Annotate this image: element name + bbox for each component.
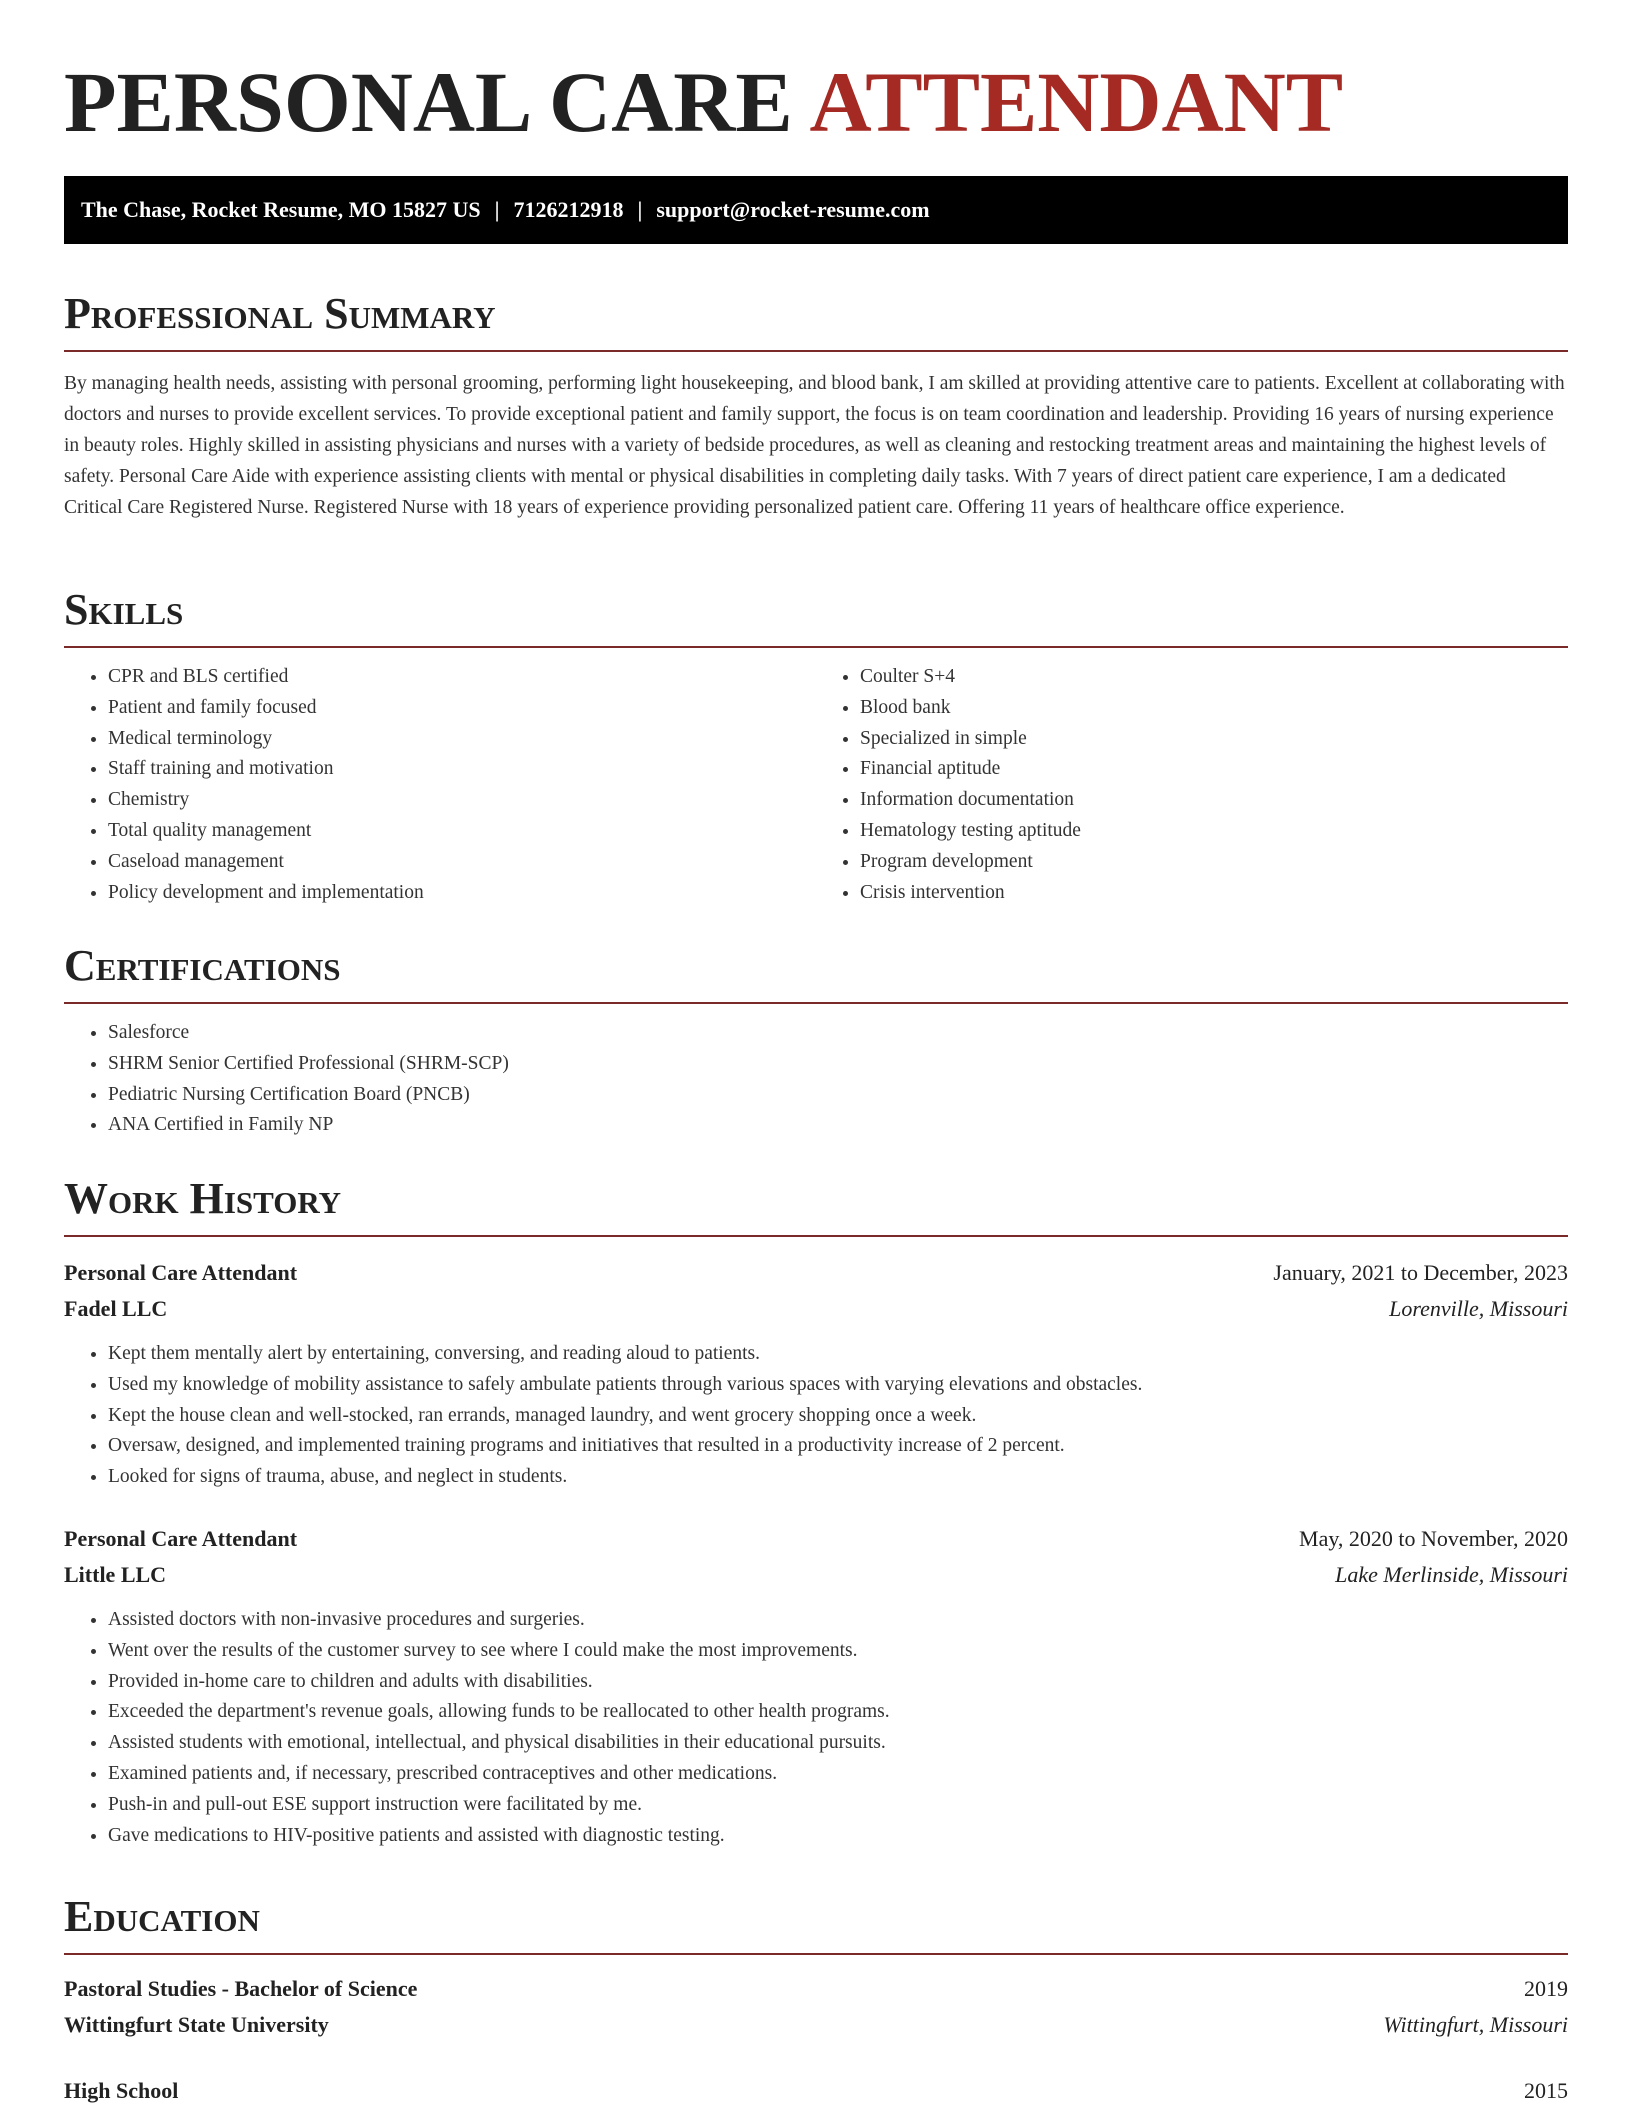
skill-item: • Policy development and implementation — [108, 878, 816, 909]
contact-phone: 7126212918 — [513, 197, 624, 222]
certifications-list — [64, 1018, 1568, 1141]
job-duty-item: • Examined patients and, if necessary, prescribed contraceptives and other medications. — [108, 1759, 1568, 1790]
skill-item: • CPR and BLS certified — [108, 662, 816, 693]
summary-text: By managing health needs, assisting with personal grooming, performing light housekeeping, and blood bank, I am skilled at providing attentive care to patients. Excellent at collaborating with doctors and nurses to provide excellent services. To provide exceptional patient and family support, the focus is on team coordination and leadership. Providing 16 years of nursing experience in beauty roles. Highly skilled in assisting physicians and nurses with a variety of bedside procedures, as well as cleaning and restocking treatment areas and maintaining the highest levels of safety. Personal Care Aide with experience assisting clients with mental or physical disabilities in completing daily tasks. With 7 years of direct patient care experience, I am a dedicated Critical Care Registered Nurse. Registered Nurse with 18 years of experience providing personalized patient care. Offering 11 years of healthcare office experience. — [64, 373, 1565, 518]
skill-item: • Specialized in simple — [860, 724, 1568, 755]
education-degree-row — [64, 1971, 1568, 2007]
work-history-heading: Work History — [64, 1173, 1568, 1237]
skill-item: • Coulter S+4 — [860, 662, 1568, 693]
skill-item: • Total quality management — [108, 816, 816, 847]
certification-item: • Salesforce — [108, 1018, 1568, 1049]
skills-list-right — [816, 662, 1568, 908]
skills-column-right — [816, 662, 1568, 908]
education-year: 2019 — [1524, 1976, 1568, 2001]
education-school: Wittingfurt State University — [64, 2012, 329, 2037]
job-dates: May, 2020 to November, 2020 — [1299, 1525, 1568, 1551]
job-dates: January, 2021 to December, 2023 — [1273, 1260, 1568, 1285]
resume-title — [64, 0, 1568, 152]
contact-address: The Chase, Rocket Resume, MO 15827 US — [81, 197, 481, 222]
job-duties-list — [64, 1605, 1568, 1851]
contact-separator: | — [637, 197, 643, 222]
job-duty-item: • Assisted students with emotional, intellectual, and physical disabilities in their educational pursuits. — [108, 1728, 1568, 1759]
skill-item: • Information documentation — [860, 785, 1568, 816]
education-degree: Pastoral Studies - Bachelor of Science — [64, 1976, 418, 2001]
summary-section — [64, 288, 1568, 523]
skill-item: • Blood bank — [860, 693, 1568, 724]
job-duty-item: • Assisted doctors with non-invasive procedures and surgeries. — [108, 1605, 1568, 1636]
contact-separator: | — [494, 197, 500, 222]
education-degree: High School — [64, 2078, 179, 2103]
job-location: Lake Merlinside, Missouri — [1335, 1561, 1568, 1587]
job-duty-item: • Went over the results of the customer survey to see where I could make the most improvements. — [108, 1636, 1568, 1667]
job-company-row — [64, 1557, 1568, 1593]
job-company: Little LLC — [64, 1561, 167, 1587]
skills-grid — [64, 662, 1568, 908]
skill-item: • Patient and family focused — [108, 693, 816, 724]
job-title-row — [64, 1255, 1568, 1291]
job-duty-item: • Oversaw, designed, and implemented training programs and initiatives that resulted in a productivity increase of 2 percent. — [108, 1431, 1568, 1462]
education-entry — [64, 2073, 1568, 2109]
job-entry — [64, 1255, 1568, 1493]
skills-section — [64, 584, 1568, 908]
certification-item: • Pediatric Nursing Certification Board (PNCB) — [108, 1080, 1568, 1111]
skill-item: • Caseload management — [108, 847, 816, 878]
job-company: Fadel LLC — [64, 1296, 168, 1321]
education-year: 2015 — [1524, 2078, 1568, 2103]
education-heading: Education — [64, 1891, 1568, 1955]
skill-item: • Staff training and motivation — [108, 754, 816, 785]
job-duty-item: • Push-in and pull-out ESE support instruction were facilitated by me. — [108, 1790, 1568, 1821]
job-entry — [64, 1521, 1568, 1851]
work-history-section — [64, 1173, 1568, 1851]
job-duty-item: • Kept them mentally alert by entertaining, conversing, and reading aloud to patients. — [108, 1339, 1568, 1370]
skills-column-left — [64, 662, 816, 908]
contact-email: support@rocket-resume.com — [656, 197, 930, 222]
job-title: Personal Care Attendant — [64, 1260, 298, 1285]
job-duty-item: • Used my knowledge of mobility assistance to safely ambulate patients through various spaces with varying elevations and obstacles. — [108, 1370, 1568, 1401]
certification-item: • SHRM Senior Certified Professional (SHRM-SCP) — [108, 1049, 1568, 1080]
job-duty-item: • Exceeded the department's revenue goals, allowing funds to be reallocated to other health programs. — [108, 1697, 1568, 1728]
education-school-row — [64, 2007, 1568, 2043]
education-entry — [64, 1971, 1568, 2043]
education-degree-row — [64, 2073, 1568, 2109]
skill-item: • Medical terminology — [108, 724, 816, 755]
skill-item: • Chemistry — [108, 785, 816, 816]
job-duty-item: • Looked for signs of trauma, abuse, and neglect in students. — [108, 1462, 1568, 1493]
job-duty-item: • Kept the house clean and well-stocked, ran errands, managed laundry, and went grocery shopping once a week. — [108, 1401, 1568, 1432]
job-duty-item: • Provided in-home care to children and adults with disabilities. — [108, 1667, 1568, 1698]
education-location: Wittingfurt, Missouri — [1383, 2012, 1568, 2037]
job-duty-item: • Gave medications to HIV-positive patients and assisted with diagnostic testing. — [108, 1821, 1568, 1852]
job-title-row — [64, 1521, 1568, 1557]
certifications-heading: Certifications — [64, 940, 1568, 1004]
title-part-1: PERSONAL CARE — [64, 54, 793, 150]
education-section — [64, 1891, 1568, 2109]
title-part-2-accent: ATTENDANT — [809, 54, 1344, 150]
job-location: Lorenville, Missouri — [1389, 1296, 1568, 1321]
skill-item: • Financial aptitude — [860, 754, 1568, 785]
skill-item: • Program development — [860, 847, 1568, 878]
certifications-section — [64, 940, 1568, 1141]
skills-list-left — [64, 662, 816, 908]
contact-bar — [64, 176, 1568, 244]
job-company-row — [64, 1291, 1568, 1327]
job-duties-list — [64, 1339, 1568, 1493]
skill-item: • Crisis intervention — [860, 878, 1568, 909]
certification-item: • ANA Certified in Family NP — [108, 1110, 1568, 1141]
skills-heading: Skills — [64, 584, 1568, 648]
job-title: Personal Care Attendant — [64, 1525, 298, 1551]
skill-item: • Hematology testing aptitude — [860, 816, 1568, 847]
summary-heading: Professional Summary — [64, 288, 1568, 352]
